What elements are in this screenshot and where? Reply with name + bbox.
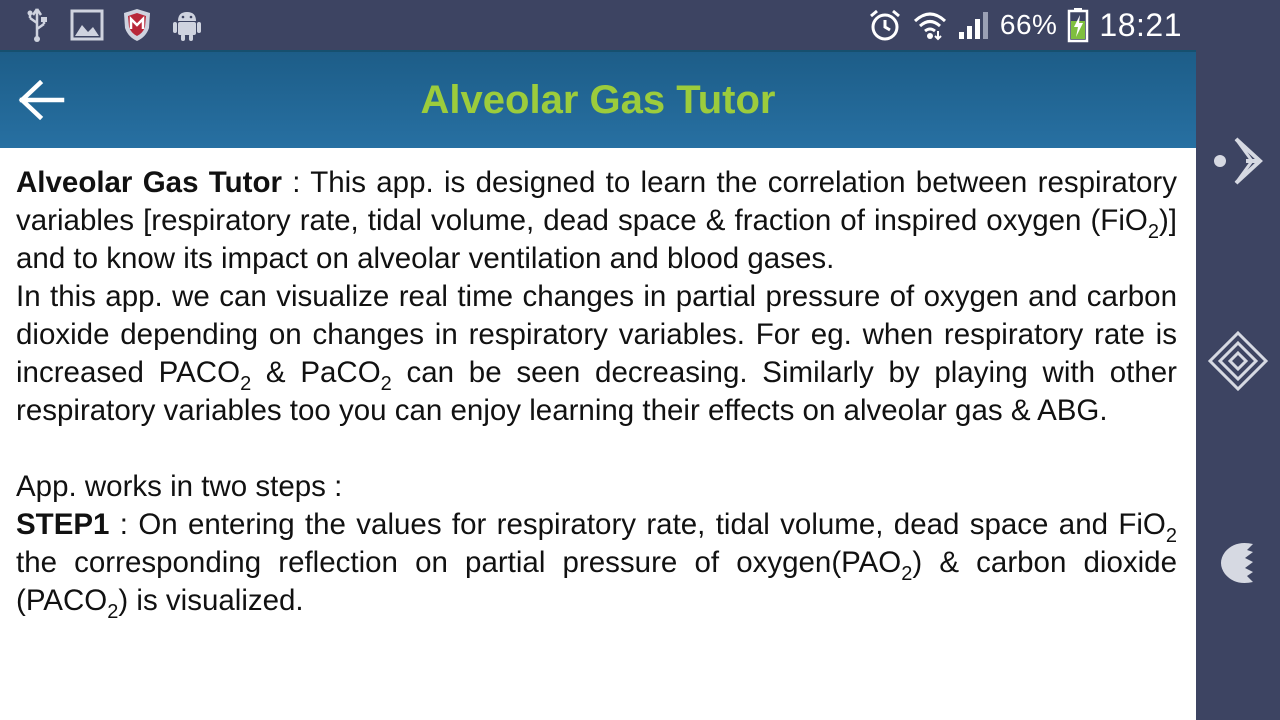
battery-charging-icon (1067, 7, 1089, 43)
intro-paragraph: Alveolar Gas Tutor : This app. is designed to learn the correlation between respiratory variables [respiratory rate, tidal volume, dead space & fraction of inspired oxygen (FiO$_2$)] and to know its impact on alveolar ventilation and blood gases. (16, 166, 1177, 275)
nav-home-button[interactable] (1196, 316, 1280, 406)
back-nav-icon (1208, 131, 1268, 191)
nav-recent-apps-button[interactable] (1196, 518, 1280, 608)
android-icon (170, 6, 204, 44)
mcafee-shield-icon (120, 6, 154, 44)
battery-percent: 66% (999, 9, 1058, 40)
usb-icon (20, 6, 54, 44)
step1-label: STEP1 (16, 508, 110, 541)
notification-icons (20, 6, 204, 44)
signal-icon (958, 10, 990, 40)
system-status (868, 0, 1182, 50)
wifi-icon (912, 9, 948, 41)
description-text (16, 164, 1177, 623)
home-nav-icon (1206, 329, 1270, 393)
page-title: Alveolar Gas Tutor (420, 78, 776, 122)
app-bar (0, 50, 1196, 148)
status-bar (0, 0, 1196, 50)
nav-back-button[interactable] (1196, 116, 1280, 206)
steps-heading: App. works in two steps : (16, 470, 343, 503)
navigation-bar (1196, 0, 1280, 720)
image-icon (70, 6, 104, 44)
alarm-clock-icon (868, 8, 902, 42)
clock-time: 18:21 (1099, 6, 1182, 43)
step1-paragraph: STEP1 : On entering the values for respiratory rate, tidal volume, dead space and FiO$_2$ the corresponding reflection on partial pressure of $oxygen(PAO_2)$ & carbon dioxide $(PACO_2)$ is visualized. (16, 508, 1177, 623)
app-name-bold: Alveolar Gas Tutor (16, 166, 282, 199)
visualize-paragraph: In this app. we can visualize real time changes in partial pressure of oxygen and carbon dioxide depending on changes in respiratory variables. For eg. when respiratory rate is increased $PACO_2$ & PaCO$_2$ can be seen decreasing. Similarly by playing with other respiratory variables too you can enjoy learning their effects on alveolar gas & ABG. (16, 280, 1177, 427)
recent-apps-nav-icon (1213, 538, 1263, 588)
